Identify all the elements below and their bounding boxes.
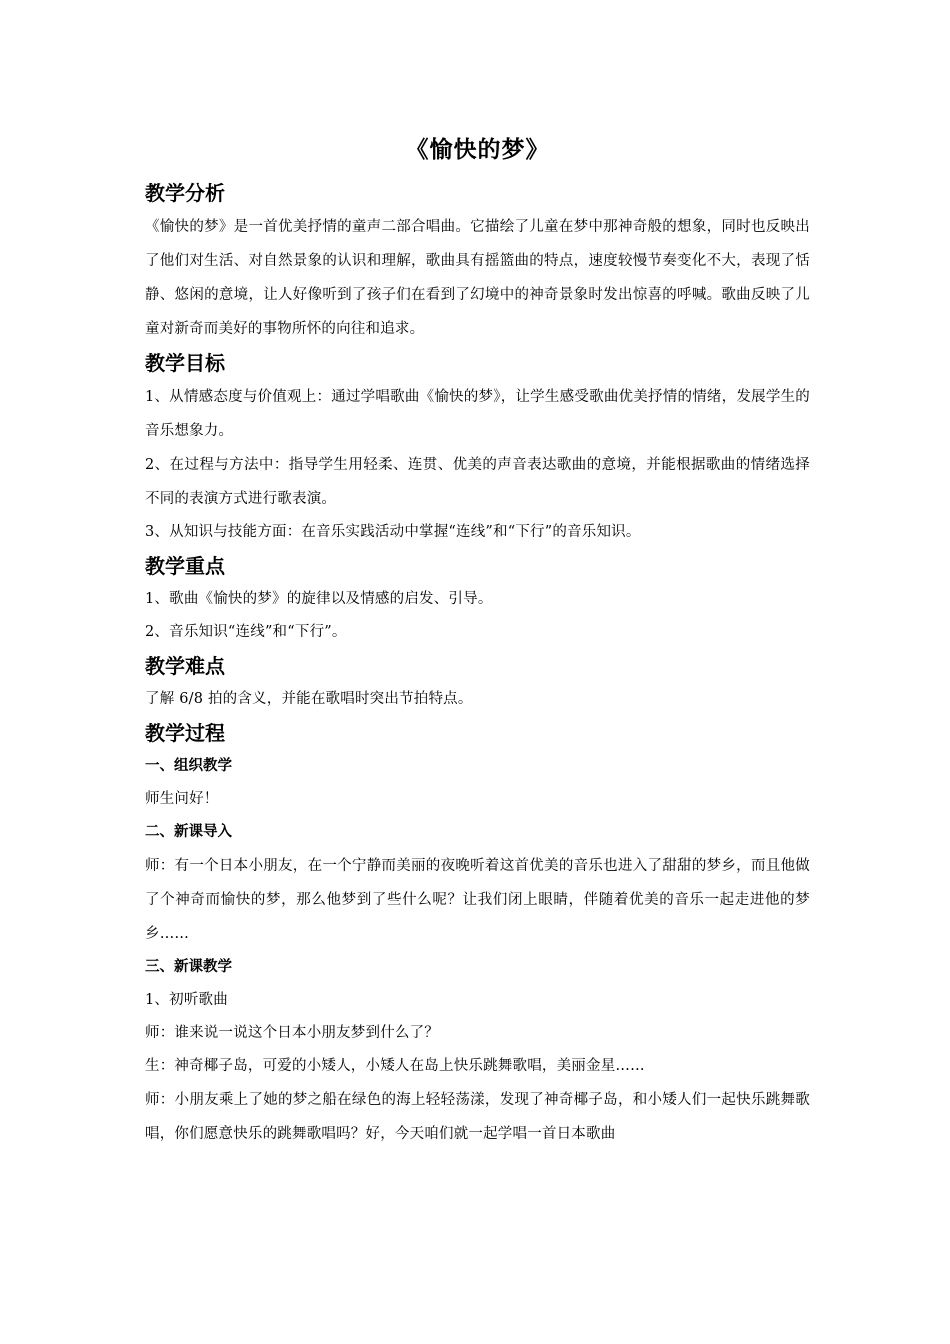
document-title: 《愉快的梦》 <box>405 137 550 163</box>
goal-item-1: 1、从情感态度与价值观上：通过学唱歌曲《愉快的梦》，让学生感受歌曲优美抒情的情绪，发展学生的音乐想象力。 <box>145 389 810 439</box>
process-part2-heading: 二、新课导入 <box>145 824 232 840</box>
process-part3-line-2: 师：谁来说一说这个日本小朋友梦到什么了？ <box>145 1025 439 1041</box>
key-point-item-1: 1、歌曲《愉快的梦》的旋律以及情感的启发、引导。 <box>145 591 493 607</box>
analysis-paragraph: 《愉快的梦》是一首优美抒情的童声二部合唱曲。它描绘了儿童在梦中那神奇般的想象，同时也反映出了他们对生活、对自然景象的认识和理解，歌曲具有摇篮曲的特点，速度较慢节奏变化不大，表现了恬静、悠闲的意境，让人好像听到了孩子们在看到了幻境中的神奇景象时发出惊喜的呼喊。歌曲反映了儿童对新奇而美好的事物所怀的向往和追求。 <box>145 219 810 337</box>
process-part3-line-4: 师：小朋友乘上了她的梦之船在绿色的海上轻轻荡漾，发现了神奇椰子岛，和小矮人们一起快乐跳舞歌唱，你们愿意快乐的跳舞歌唱吗？好，今天咱们就一起学唱一首日本歌曲 <box>145 1092 810 1142</box>
goal-item-2: 2、在过程与方法中：指导学生用轻柔、连贯、优美的声音表达歌曲的意境，并能根据歌曲的情绪选择不同的表演方式进行歌表演。 <box>145 457 810 507</box>
difficulties-paragraph: 了解 6/8 拍的含义，并能在歌唱时突出节拍特点。 <box>145 691 473 707</box>
process-part3-line-1: 1、初听歌曲 <box>145 992 228 1008</box>
document-page <box>145 130 810 1151</box>
process-part1-heading: 一、组织教学 <box>145 758 232 774</box>
goal-item-3: 3、从知识与技能方面：在音乐实践活动中掌握“连线”和“下行”的音乐知识。 <box>145 524 641 540</box>
section-heading-process: 教学过程 <box>145 721 225 745</box>
section-heading-difficulties: 教学难点 <box>145 654 225 678</box>
key-point-item-2: 2、音乐知识“连线”和“下行”。 <box>145 624 347 640</box>
section-heading-analysis: 教学分析 <box>145 181 225 205</box>
process-part1-text: 师生问好！ <box>145 791 219 807</box>
section-heading-key-points: 教学重点 <box>145 554 225 578</box>
process-part3-heading: 三、新课教学 <box>145 959 232 975</box>
process-part3-line-3: 生：神奇椰子岛，可爱的小矮人，小矮人在岛上快乐跳舞歌唱，美丽金星…… <box>145 1058 645 1074</box>
process-part2-text: 师：有一个日本小朋友，在一个宁静而美丽的夜晚听着这首优美的音乐也进入了甜甜的梦乡，而且他做了个神奇而愉快的梦，那么他梦到了些什么呢？让我们闭上眼睛，伴随着优美的音乐一起走进他的梦乡…… <box>145 858 810 942</box>
section-heading-goals: 教学目标 <box>145 351 225 375</box>
